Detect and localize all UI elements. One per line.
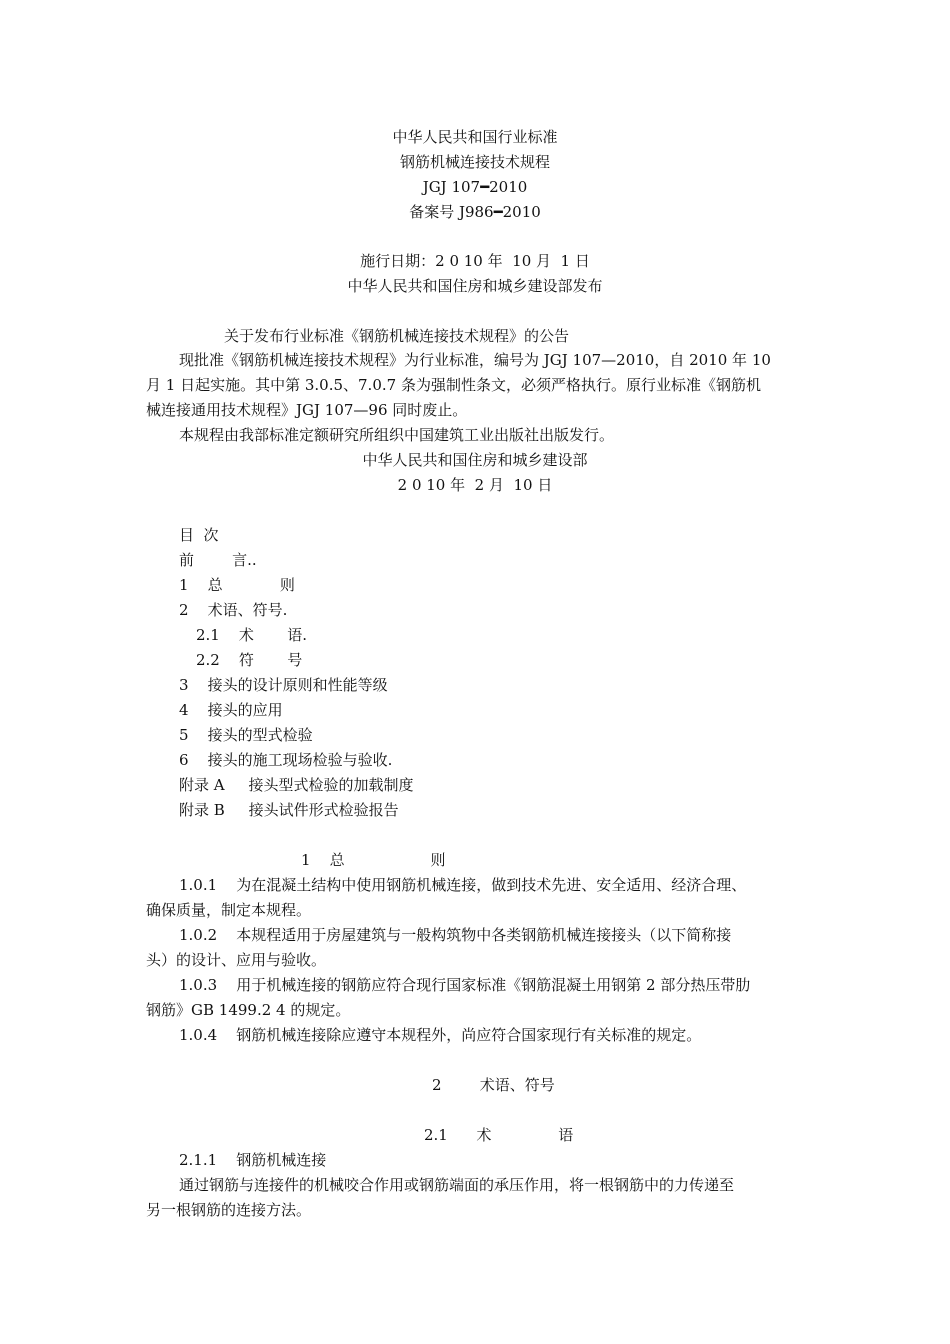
standard-category: 中华人民共和国行业标准 [392, 128, 558, 146]
notice-line: 本规程由我部标准定额研究所组织中国建筑工业出版社出版发行。 [179, 426, 615, 444]
clause-line: 1.0.4 钢筋机械连接除应遵守本规程外，尚应符合国家现行有关标准的规定。 [179, 1026, 702, 1044]
effective-date: 施行日期：2 0 10 年 10 月 1 日 [360, 252, 590, 270]
toc-item: 2 术语、符号. [179, 601, 288, 619]
standard-number: JGJ 107━2010 [422, 178, 528, 196]
clause-line: 钢筋》GB 1499.2 4 的规定。 [146, 1001, 351, 1019]
term-heading: 2.1.1 钢筋机械连接 [179, 1151, 327, 1169]
notice-line: 械连接通用技术规程》JGJ 107—96 同时废止。 [146, 401, 468, 419]
toc-item: 附录 A 接头型式检验的加载制度 [179, 776, 414, 794]
clause-line: 1.0.2 本规程适用于房屋建筑与一般构筑物中各类钢筋机械连接接头（以下简称接 [179, 926, 732, 944]
notice-date: 2 0 10 年 2 月 10 日 [397, 476, 553, 494]
toc-item: 附录 B 接头试件形式检验报告 [179, 801, 399, 819]
term-definition-line: 另一根钢筋的连接方法。 [146, 1201, 312, 1219]
toc-item: 2.1 术 语. [196, 626, 308, 644]
chapter-heading: 1 总 则 [301, 851, 446, 869]
chapter-heading: 2 术语、符号 [432, 1076, 555, 1094]
toc-item: 前 言.. [179, 551, 257, 569]
clause-line: 确保质量，制定本规程。 [146, 901, 312, 919]
toc-item: 3 接头的设计原则和性能等级 [179, 676, 388, 694]
clause-line: 1.0.3 用于机械连接的钢筋应符合现行国家标准《钢筋混凝土用钢第 2 部分热压带肋 [179, 976, 751, 994]
toc-item: 5 接头的型式检验 [179, 726, 313, 744]
document-title: 钢筋机械连接技术规程 [399, 153, 550, 171]
notice-signer: 中华人民共和国住房和城乡建设部 [362, 451, 588, 469]
notice-line: 现批准《钢筋机械连接技术规程》为行业标准，编号为 JGJ 107—2010，自 2010 年 10 [179, 351, 771, 369]
publisher: 中华人民共和国住房和城乡建设部发布 [347, 277, 603, 295]
term-definition-line: 通过钢筋与连接件的机械咬合作用或钢筋端面的承压作用，将一根钢筋中的力传递至 [179, 1176, 735, 1194]
clause-line: 1.0.1 为在混凝土结构中使用钢筋机械连接，做到技术先进、安全适用、经济合理、 [179, 876, 747, 894]
toc-item: 4 接头的应用 [179, 701, 283, 719]
toc-title: 目 次 [179, 526, 219, 544]
toc-item: 6 接头的施工现场检验与验收. [179, 751, 393, 769]
notice-title: 关于发布行业标准《钢筋机械连接技术规程》的公告 [224, 327, 570, 345]
section-heading: 2.1 术 语 [424, 1126, 574, 1144]
notice-line: 月 1 日起实施。其中第 3.0.5、7.0.7 条为强制性条文，必须严格执行。原行业标准《钢筋机 [146, 376, 761, 394]
clause-line: 头）的设计、应用与验收。 [146, 951, 327, 969]
toc-item: 2.2 符 号 [196, 651, 303, 669]
record-number: 备案号 J986━2010 [409, 203, 541, 221]
toc-item: 1 总 则 [179, 576, 295, 594]
